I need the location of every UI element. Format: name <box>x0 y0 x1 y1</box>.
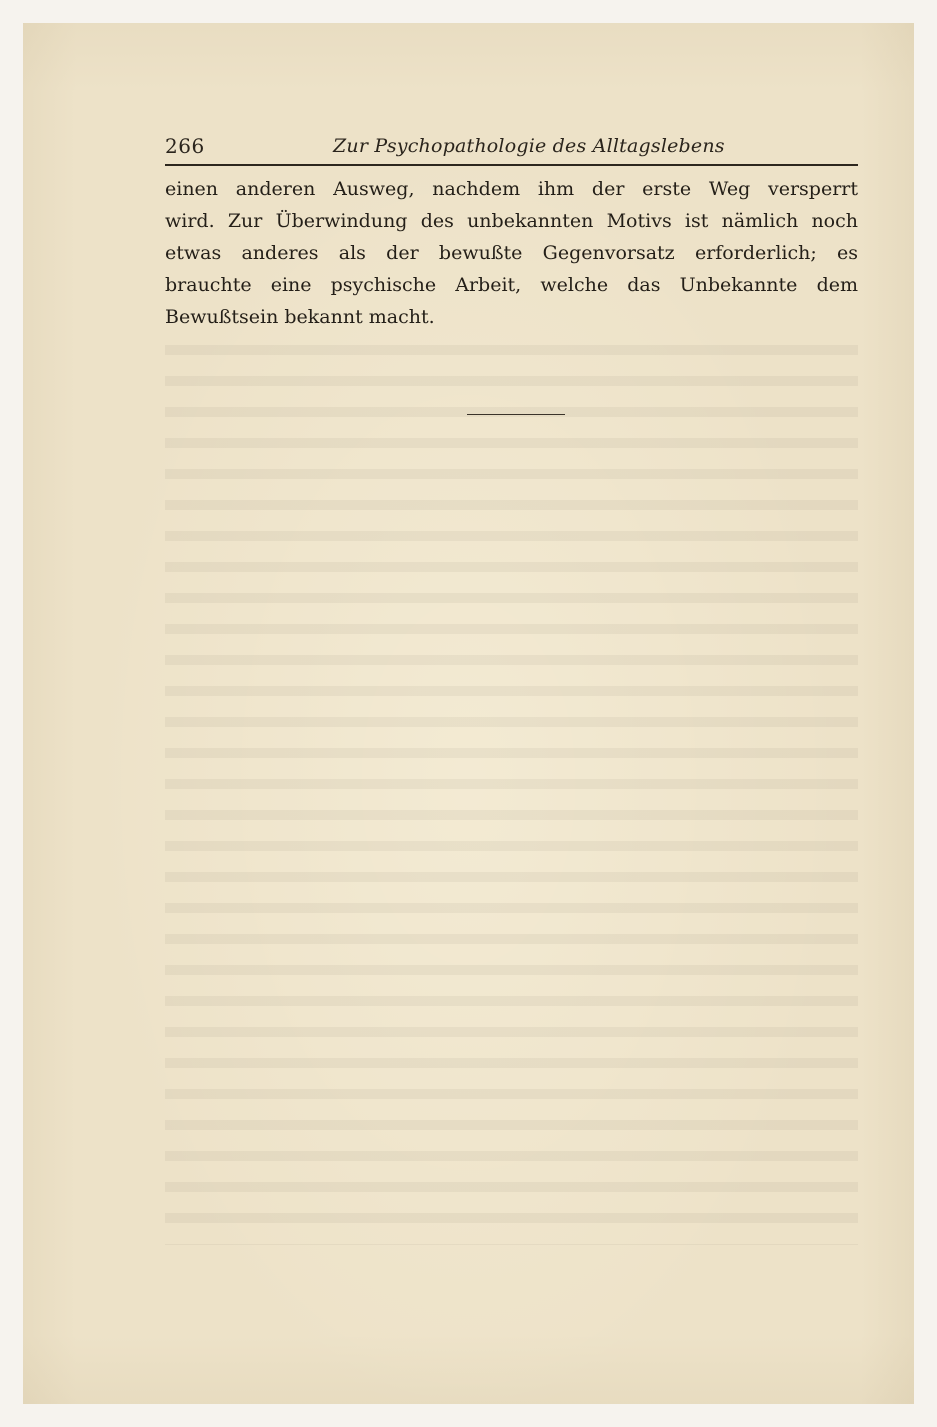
book-page <box>23 23 914 1404</box>
text-line: Bewußtsein bekannt macht. <box>165 306 435 328</box>
text-line: wird. Zur Überwindung des unbekannten Motivs ist nämlich noch <box>165 210 858 232</box>
running-head: Zur Psychopathologie des Alltagslebens <box>333 135 725 157</box>
page-header <box>165 134 858 164</box>
show-through-text <box>165 345 858 1245</box>
text-line: einen anderen Ausweg, nachdem ihm der erste Weg versperrt <box>165 178 858 200</box>
body-paragraph <box>165 173 858 333</box>
text-line: etwas anderes als der bewußte Gegenvorsatz erforderlich; es <box>165 242 858 264</box>
header-rule <box>165 164 858 166</box>
text-line: brauchte eine psychische Arbeit, welche das Unbekannte dem <box>165 274 858 296</box>
page-number: 266 <box>165 134 205 158</box>
section-end-rule <box>467 414 565 415</box>
